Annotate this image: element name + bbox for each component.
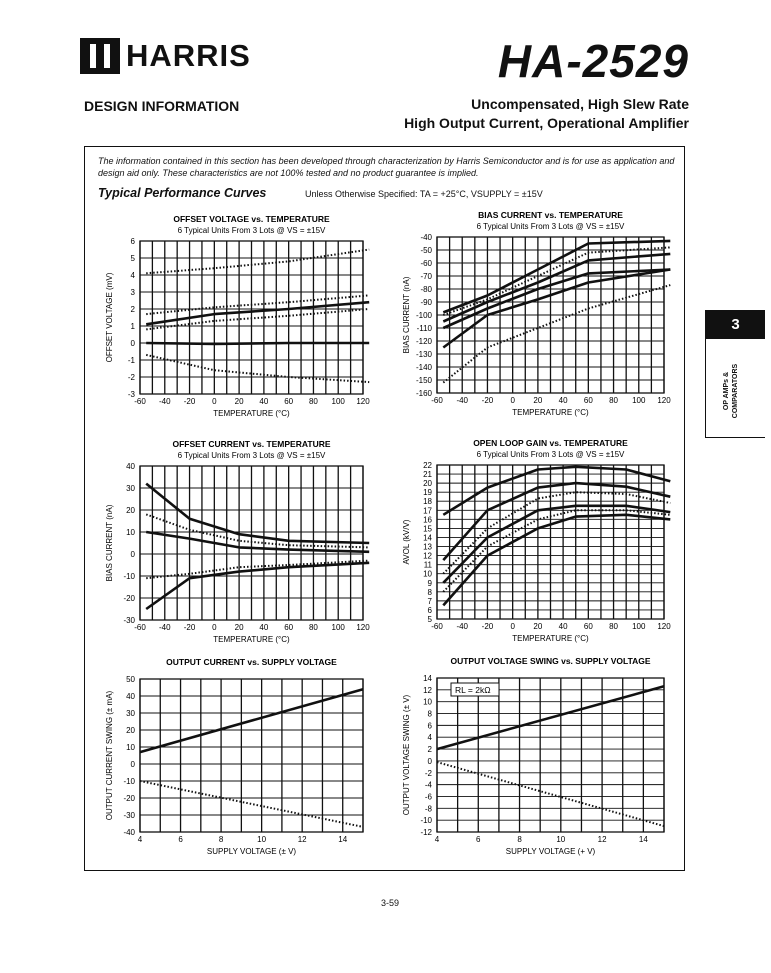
y-tick-label: 6: [130, 237, 135, 246]
x-tick-label: 6: [476, 835, 481, 844]
y-axis-label: AVOL (kV/V): [402, 519, 411, 565]
y-tick-label: -10: [420, 816, 432, 826]
x-tick-label: -20: [183, 623, 196, 632]
chart-1: [105, 214, 370, 418]
x-tick-label: 100: [632, 396, 646, 405]
y-tick-label: 12: [423, 551, 432, 561]
chart-5: [105, 657, 363, 856]
chart-3: [105, 439, 370, 644]
y-tick-label: 2: [427, 745, 432, 755]
y-tick-label: 8: [427, 709, 432, 719]
y-tick-label: -130: [415, 350, 432, 359]
x-tick-label: 20: [234, 397, 244, 406]
y-tick-label: 30: [126, 484, 135, 493]
x-axis-label: SUPPLY VOLTAGE (± V): [206, 847, 297, 856]
x-tick-label: 80: [609, 396, 619, 405]
series-line-2: [140, 781, 363, 827]
x-tick-label: 10: [556, 835, 566, 844]
x-tick-label: 14: [638, 835, 648, 844]
x-tick-label: 120: [657, 622, 671, 631]
chart-title: OUTPUT VOLTAGE SWING vs. SUPPLY VOLTAGE: [450, 656, 651, 666]
series-line-6: [146, 355, 369, 382]
y-tick-label: 15: [423, 524, 432, 534]
chart-title: OUTPUT CURRENT vs. SUPPLY VOLTAGE: [166, 657, 337, 667]
y-tick-label: -6: [424, 792, 432, 802]
x-tick-label: 100: [331, 623, 345, 632]
x-tick-label: 40: [259, 397, 269, 406]
y-tick-label: 50: [126, 675, 135, 684]
chart-4: [402, 438, 671, 643]
y-tick-label: -2: [424, 768, 432, 778]
y-tick-label: -90: [420, 298, 432, 307]
x-tick-label: -40: [456, 396, 469, 405]
x-tick-label: 20: [533, 396, 543, 405]
y-tick-label: -2: [127, 373, 135, 382]
y-tick-label: 30: [126, 709, 135, 718]
y-tick-label: -70: [420, 272, 432, 281]
y-tick-label: -8: [424, 804, 432, 814]
x-tick-label: 80: [308, 397, 318, 406]
x-tick-label: -20: [481, 622, 494, 631]
plot-border: [437, 678, 664, 832]
y-tick-label: -30: [123, 811, 135, 820]
x-tick-label: 20: [533, 622, 543, 631]
y-tick-label: 6: [427, 605, 432, 615]
x-tick-label: 120: [356, 397, 370, 406]
y-tick-label: 11: [423, 560, 432, 570]
x-tick-label: 80: [609, 622, 619, 631]
y-tick-label: 10: [126, 528, 135, 537]
x-tick-label: 60: [583, 396, 593, 405]
series-line-2: [437, 762, 664, 826]
x-tick-label: 100: [632, 622, 646, 631]
y-tick-label: 5: [427, 615, 432, 624]
x-tick-label: 12: [297, 835, 307, 844]
series-line-4: [443, 506, 670, 583]
chart-title: OPEN LOOP GAIN vs. TEMPERATURE: [473, 438, 628, 448]
y-tick-label: 3: [130, 288, 135, 297]
x-tick-label: 60: [583, 622, 593, 631]
series-line-5: [443, 270, 670, 348]
plot-border: [140, 679, 363, 832]
y-tick-label: -100: [415, 311, 432, 320]
y-tick-label: 7: [427, 596, 432, 606]
x-tick-label: 6: [178, 835, 183, 844]
y-tick-label: -3: [127, 390, 135, 399]
y-axis-label: OUTPUT CURRENT SWING (± mA): [105, 690, 114, 821]
y-tick-label: -40: [420, 233, 432, 242]
x-tick-label: -60: [134, 397, 146, 406]
x-tick-label: 40: [259, 623, 269, 632]
series-line-1: [146, 484, 369, 543]
y-tick-label: -30: [123, 616, 135, 625]
x-tick-label: 4: [137, 835, 143, 844]
y-tick-label: -80: [420, 285, 432, 294]
series-line-3: [443, 254, 670, 322]
x-tick-label: 14: [338, 835, 348, 844]
y-tick-label: 6: [427, 721, 432, 731]
x-tick-label: -40: [158, 623, 171, 632]
x-tick-label: 80: [308, 623, 318, 632]
y-tick-label: 4: [427, 733, 432, 743]
part-number: HA-2529: [497, 35, 689, 87]
y-tick-label: 8: [427, 587, 432, 597]
disclaimer-text: The information contained in this section has been developed through characterization by Harris Semiconductor and is for use as application and design aid only. These characteristics are not 100% tested and no product guarantee is implied.: [98, 156, 675, 178]
y-tick-label: 10: [126, 743, 135, 752]
y-tick-label: 20: [126, 726, 135, 735]
x-tick-label: 0: [510, 622, 515, 631]
y-axis-label: BIAS CURRENT (nA): [402, 276, 411, 354]
curves-conditions: Unless Otherwise Specified: TA = +25°C, VSUPPLY = ±15V: [305, 189, 543, 199]
y-tick-label: 19: [423, 488, 432, 498]
section-title: DESIGN INFORMATION: [84, 98, 240, 114]
y-tick-label: 13: [423, 542, 432, 552]
y-tick-label: -4: [424, 780, 432, 790]
series-line-1: [146, 250, 369, 274]
x-axis-label: TEMPERATURE (°C): [213, 409, 290, 418]
x-tick-label: -60: [134, 623, 146, 632]
y-tick-label: 20: [126, 506, 135, 515]
x-axis-label: TEMPERATURE (°C): [512, 408, 589, 417]
y-tick-label: 0: [427, 756, 432, 766]
x-tick-label: 0: [510, 396, 515, 405]
x-axis-label: TEMPERATURE (°C): [512, 634, 589, 643]
x-tick-label: 40: [558, 396, 568, 405]
y-axis-label: OUTPUT VOLTAGE SWING (± V): [402, 694, 411, 816]
subtitle-line-1: Uncompensated, High Slew Rate: [471, 96, 689, 112]
x-tick-label: 40: [558, 622, 568, 631]
y-tick-label: -10: [123, 777, 135, 786]
y-tick-label: -20: [123, 594, 135, 603]
y-tick-label: 17: [423, 506, 432, 516]
x-tick-label: 12: [597, 835, 607, 844]
chart-2: [402, 210, 671, 417]
y-tick-label: 18: [423, 497, 432, 507]
y-axis-label: OFFSET VOLTAGE (mV): [105, 272, 114, 363]
y-tick-label: 40: [126, 462, 135, 471]
x-tick-label: -40: [158, 397, 171, 406]
y-tick-label: 2: [130, 305, 135, 314]
x-tick-label: 0: [212, 623, 217, 632]
y-tick-label: 22: [423, 461, 432, 470]
y-tick-label: 10: [423, 569, 432, 579]
annotation-text: RL = 2kΩ: [455, 685, 491, 695]
x-tick-label: 60: [284, 397, 294, 406]
y-tick-label: 4: [130, 271, 135, 280]
x-tick-label: 120: [657, 396, 671, 405]
y-tick-label: 0: [130, 339, 135, 348]
chart-title: OFFSET VOLTAGE vs. TEMPERATURE: [173, 214, 330, 224]
page-number: 3-59: [381, 898, 400, 908]
y-tick-label: -150: [415, 376, 432, 385]
y-tick-label: -160: [415, 389, 432, 398]
x-tick-label: 100: [331, 397, 345, 406]
y-tick-label: 40: [126, 692, 135, 701]
section-tab-label: OP AMPs & COMPARATORS: [723, 363, 739, 419]
y-tick-label: -12: [420, 828, 432, 837]
y-tick-label: -140: [415, 363, 432, 372]
y-tick-label: 14: [423, 533, 432, 543]
x-tick-label: -20: [481, 396, 494, 405]
x-tick-label: 10: [257, 835, 267, 844]
y-tick-label: 16: [423, 515, 432, 525]
y-tick-label: -120: [415, 337, 432, 346]
x-tick-label: -40: [456, 622, 469, 631]
chart-subtitle: 6 Typical Units From 3 Lots @ VS = ±15V: [177, 451, 326, 460]
x-tick-label: 0: [212, 397, 217, 406]
series-line-5: [146, 563, 369, 609]
y-tick-label: -10: [123, 572, 135, 581]
y-tick-label: 14: [423, 674, 432, 683]
y-tick-label: -110: [416, 324, 432, 333]
x-tick-label: 8: [517, 835, 522, 844]
series-line-3: [146, 302, 369, 324]
brand-name: HARRIS: [126, 38, 251, 73]
x-tick-label: 8: [218, 835, 224, 844]
y-tick-label: 20: [423, 479, 432, 489]
series-line-5: [146, 343, 369, 344]
series-line-1: [140, 689, 363, 752]
y-tick-label: 0: [130, 550, 135, 559]
y-tick-label: -50: [420, 246, 432, 255]
y-tick-label: 12: [423, 685, 432, 695]
section-tab-number: 3: [706, 311, 765, 339]
x-tick-label: 60: [284, 623, 294, 632]
x-tick-label: -20: [183, 397, 196, 406]
y-axis-label: BIAS CURRENT (nA): [105, 504, 114, 582]
y-tick-label: -20: [123, 794, 135, 803]
chart-subtitle: 6 Typical Units From 3 Lots @ VS = ±15V: [476, 450, 625, 459]
chart-subtitle: 6 Typical Units From 3 Lots @ VS = ±15V: [476, 222, 625, 231]
x-tick-label: 120: [356, 623, 370, 632]
x-axis-label: TEMPERATURE (°C): [213, 635, 290, 644]
y-tick-label: 5: [130, 254, 135, 263]
curves-heading: Typical Performance Curves: [98, 186, 267, 200]
x-tick-label: -60: [431, 622, 443, 631]
y-tick-label: 0: [130, 760, 135, 769]
x-tick-label: -60: [431, 396, 443, 405]
chart-title: BIAS CURRENT vs. TEMPERATURE: [478, 210, 623, 220]
y-tick-label: 9: [427, 578, 432, 588]
x-tick-label: 4: [434, 835, 440, 844]
x-tick-label: 20: [234, 623, 244, 632]
y-tick-label: 10: [423, 697, 432, 707]
chart-title: OFFSET CURRENT vs. TEMPERATURE: [172, 439, 331, 449]
y-tick-label: 1: [130, 322, 135, 331]
subtitle-line-2: High Output Current, Operational Amplifier: [404, 115, 689, 131]
chart-subtitle: 6 Typical Units From 3 Lots @ VS = ±15V: [177, 226, 326, 235]
chart-6: [402, 656, 664, 856]
y-tick-label: -60: [420, 259, 432, 268]
y-tick-label: -1: [127, 356, 135, 365]
x-axis-label: SUPPLY VOLTAGE (+ V): [505, 847, 596, 856]
y-tick-label: 21: [423, 470, 432, 480]
y-tick-label: -40: [123, 828, 135, 837]
series-line-3: [443, 492, 670, 574]
